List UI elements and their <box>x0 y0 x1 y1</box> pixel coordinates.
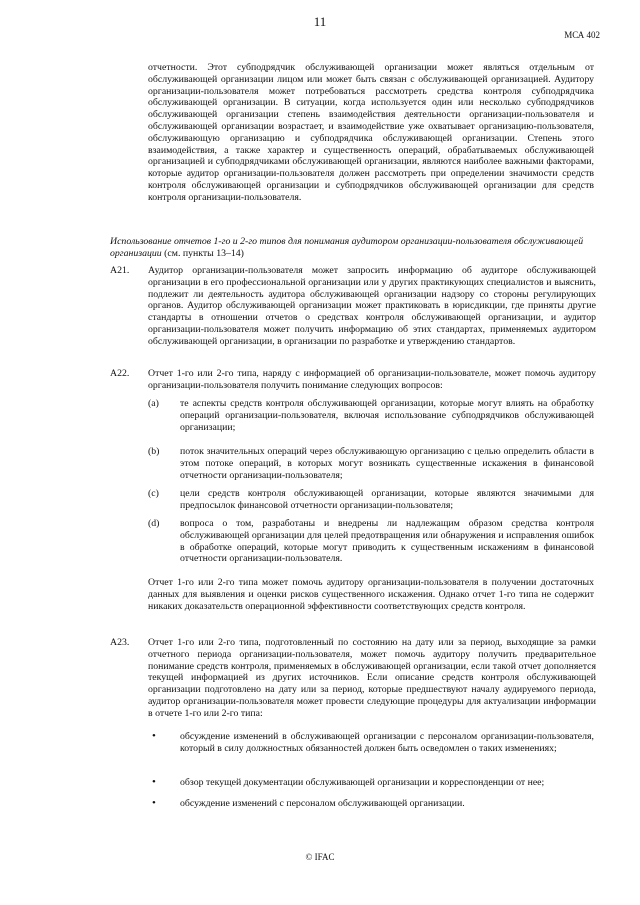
list-item <box>148 398 594 433</box>
page-number: 11 <box>313 14 327 29</box>
bullet-icon: • <box>152 776 156 788</box>
bullet-text: обсуждение изменений в обслуживающей организации с персоналом организации-пользователя, который в силу должностных обязанностей должен быть осведомлен о таких изменениях; <box>180 731 594 754</box>
paragraph-text: Отчет 1-го или 2-го типа, подготовленный по состоянию на дату или за период, выходящие за рамки отчетного периода организации-пользователя, может помочь аудитору получить предварительное понимание средств контроля, применяемых в обслуживающей организации, если такой отчет дополняется текущей информацией из других источников. Если описание средств контроля обслуживающей организации подготовлено на дату или за период, которые предшествуют началу аудируемого периода, аудитор организации-пользователя может провести следующие процедуры для актуализации информации в отчете 1-го или 2-го типа: <box>148 637 596 719</box>
section-heading <box>110 236 600 260</box>
list-item-text: поток значительных операций через обслуживающую организацию с целью определить области в этом потоке операций, в которых могут возникать существенные искажения в финансовой отчетности организации-пользователя; <box>180 446 594 481</box>
section-heading-ref: (см. пункты 13–14) <box>161 247 244 259</box>
bullet-text: обсуждение изменений с персоналом обслуживающей организации. <box>180 798 465 809</box>
paragraph-intro: Отчет 1-го или 2-го типа, наряду с информацией об организации-пользователе, может помочь аудитору организации-пользователя получить понимание следующих вопросов: <box>148 368 596 391</box>
list-item <box>148 446 594 481</box>
document-code: МСА 402 <box>564 30 600 40</box>
list-item-text: цели средств контроля обслуживающей организации, которые являются значимыми для предпосылок финансовой отчетности организации-пользователя; <box>180 488 594 511</box>
paragraph-a23 <box>110 637 596 720</box>
list-item <box>148 488 594 512</box>
list-item-marker: (d) <box>148 518 160 529</box>
list-item-text: вопроса о том, разработаны и внедрены ли надлежащим образом средства контроля обслуживающей организации для целей предотвращения или обнаружения и исправления ошибок в обработке операций, которые могут приводить к существенным искажениям в финансовой отчетности организации-пользователя. <box>180 518 594 565</box>
paragraph-text: Аудитор организации-пользователя может запросить информацию об аудиторе обслуживающей организации в его профессиональной организации или у других практикующих специалистов и выяснить, подлежит ли деятельность аудитора обслуживающей организации надзору со стороны регулирующих органов. Аудитор обслуживающей организации может практиковать в юрисдикции, где приняты другие стандарты в отношении отчетов о средствах контроля обслуживающей организации, и аудитор организации-пользователя может получить информацию об этих стандартах, применяемых аудитором обслуживающей организации, в организации по разработке и утверждению стандартов. <box>148 265 596 347</box>
list-item-marker: (b) <box>148 446 160 457</box>
list-item-text: те аспекты средств контроля обслуживающей организации, которые могут влиять на обработку операций организации-пользователя, включая использование субподрядчиков обслуживающей организации; <box>180 398 594 433</box>
bullet-icon: • <box>152 797 156 809</box>
footer-copyright: © IFAC <box>305 852 335 862</box>
paragraph-number: A22. <box>110 368 130 379</box>
paragraph-number: A23. <box>110 637 130 648</box>
lead-paragraph: отчетности. Этот субподрядчик обслуживающей организации может являться отдельным от обслуживающей организации лицом или может быть связан с обслуживающей организацией. Аудитору организации-пользователя может потребоваться рассмотреть средства контроля субподрядчика обслуживающей организации. В ситуации, когда используется один или несколько субподрядчиков обслуживающей организации степень взаимодействия деятельности организации-пользователя и обслуживающей организации возрастает, и взаимодействие уже охватывает организацию-пользователя, обслуживающую организацию и субподрядчика обслуживающей организации. Степень этого взаимодействия, а также характер и существенность операций, обрабатываемых обслуживающей организацией и субподрядчиками обслуживающей организации, являются наиболее важными факторами, которые аудитор организации-пользователя должен рассмотреть при определении значимости средств контроля обслуживающей организации и субподрядчиков обслуживающей организации для средств контроля организации-пользователя. <box>148 62 594 203</box>
list-item-marker: (a) <box>148 398 159 409</box>
bullet-text: обзор текущей документации обслуживающей организации и корреспонденции от нее; <box>180 777 545 788</box>
list-item-marker: (c) <box>148 488 159 499</box>
paragraph-a22 <box>110 368 596 392</box>
paragraph-number: A21. <box>110 265 130 276</box>
bullet-icon: • <box>152 730 156 742</box>
paragraph-a22-closing: Отчет 1-го или 2-го типа может помочь аудитору организации-пользователя в получении достаточных данных для выявления и оценки рисков существенного искажения. Однако отчет 1-го типа не содержит никаких доказательств операционной эффективности соответствующих средств контроля. <box>148 577 594 612</box>
paragraph-a21 <box>110 265 596 348</box>
section-heading-title: Использование отчетов 1-го и 2-го типов для понимания аудитором организации-пользователя обслуживающей организации <box>110 236 584 259</box>
bullet-item <box>148 777 594 789</box>
bullet-item <box>148 731 594 755</box>
bullet-item <box>148 798 594 810</box>
list-item <box>148 518 594 565</box>
